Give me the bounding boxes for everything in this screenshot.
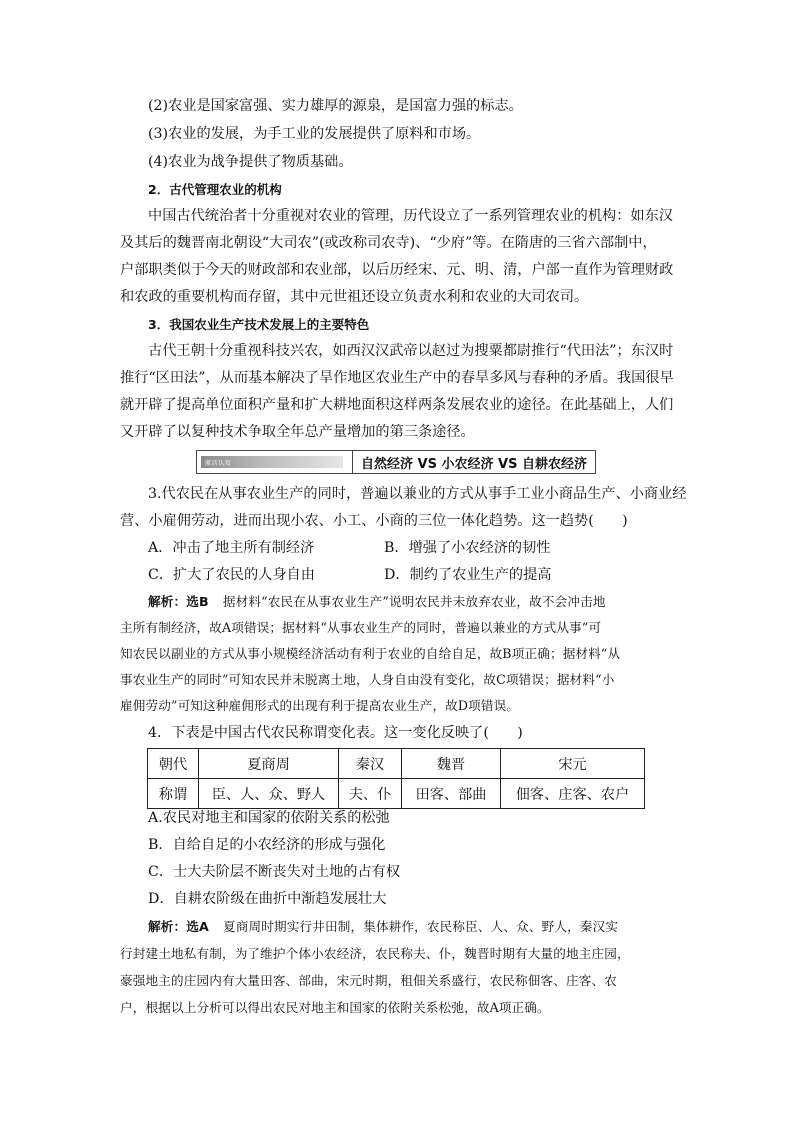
table-cell: 宋元 bbox=[501, 749, 645, 779]
q3-option-b: B．增强了小农经济的韧性 bbox=[384, 540, 551, 556]
q4-analysis-text-1: 夏商周时期实行井田制，集体耕作，农民称臣、人、众、野人，秦汉实 bbox=[223, 919, 619, 934]
section3-line-1: 古代王朝十分重视科技兴农，如西汉汉武帝以赵过为搜粟都尉推行“代田法”；东汉时 bbox=[148, 343, 674, 359]
table-header-row bbox=[148, 749, 645, 779]
section-heading-3: 3．我国农业生产技术发展上的主要特色 bbox=[148, 317, 370, 332]
section2-line-1: 中国古代统治者十分重视对农业的管理，历代设立了一系列管理农业的机构：如东汉 bbox=[148, 208, 673, 224]
q3-option-a: A．冲击了地主所有制经济 bbox=[148, 540, 315, 556]
table-cell: 朝代 bbox=[148, 749, 199, 779]
q3-stem-line-2: 营、小雇佣劳动，进而出现小农、小工、小商的三位一体化趋势。这一趋势( ) bbox=[120, 513, 628, 529]
point-3: (3)农业的发展，为手工业的发展提供了原料和市场。 bbox=[148, 126, 481, 142]
point-2: (2)农业是国家富强、实力雄厚的源泉，是国富力强的标志。 bbox=[148, 98, 523, 114]
topic-banner bbox=[196, 450, 596, 474]
q4-stem: 4．下表是中国古代农民称谓变化表。这一变化反映了( ) bbox=[148, 725, 523, 741]
q4-option-c: C．士大夫阶层不断丧失对土地的占有权 bbox=[148, 864, 401, 880]
banner-chip-text: 激活认知 bbox=[205, 459, 232, 467]
q3-analysis-line-5: 雇佣劳动”可知这种雇佣形式的出现有利于提高农业生产，故D项错误。 bbox=[120, 698, 520, 713]
q4-option-b: B．自给自足的小农经济的形成与强化 bbox=[148, 837, 386, 853]
banner-chip bbox=[201, 456, 343, 468]
q4-option-a: A.农民对地主和国家的依附关系的松弛 bbox=[148, 810, 390, 826]
table-cell: 夏商周 bbox=[199, 749, 339, 779]
table-cell: 臣、人、众、野人 bbox=[199, 779, 339, 809]
q4-analysis-line-2: 行封建土地私有制，为了维护个体小农经济，农民称夫、仆，魏晋时期有大量的地主庄园， bbox=[120, 946, 630, 961]
q3-stem-line-1: 3.代农民在从事农业生产的同时，普遍以兼业的方式从事手工业小商品生产、小商业经 bbox=[148, 486, 687, 502]
section-heading-2: 2．古代管理农业的机构 bbox=[148, 182, 282, 197]
table-cell: 佃客、庄客、农户 bbox=[501, 779, 645, 809]
q3-analysis-line-1 bbox=[148, 592, 658, 612]
q4-analysis-line-3: 豪强地主的庄园内有大量田客、部曲，宋元时期，租佃关系盛行，农民称佃客、庄客、农 bbox=[120, 973, 618, 988]
peasant-title-table bbox=[147, 748, 645, 809]
section2-line-2: 及其后的魏晋南北朝设“大司农”(或改称司农寺)、“少府”等。在隋唐的三省六部制中， bbox=[120, 235, 657, 251]
point-4: (4)农业为战争提供了物质基础。 bbox=[148, 154, 353, 170]
table-cell: 田客、部曲 bbox=[402, 779, 501, 809]
table-cell: 秦汉 bbox=[339, 749, 402, 779]
table-cell: 魏晋 bbox=[402, 749, 501, 779]
q4-analysis-tag: 解析：选A bbox=[148, 919, 209, 934]
q4-analysis-line-4: 户，根据以上分析可以得出农民对地主和国家的依附关系松弛，故A项正确。 bbox=[120, 1000, 550, 1015]
q3-option-c: C．扩大了农民的人身自由 bbox=[148, 567, 315, 583]
section2-line-3: 户部职类似于今天的财政部和农业部，以后历经宋、元、明、清，户部一直作为管理财政 bbox=[120, 262, 674, 278]
section3-line-3: 就开辟了提高单位面积产量和扩大耕地面积这样两条发展农业的途径。在此基础上，人们 bbox=[120, 397, 674, 413]
q3-analysis-line-2: 主所有制经济，故A项错误；据材料“从事农业生产的同时，普遍以兼业的方式从事”可 bbox=[120, 620, 602, 635]
banner-title: 自然经济 VS 小农经济 VS 自耕农经济 bbox=[361, 456, 587, 472]
table-cell: 夫、仆 bbox=[339, 779, 402, 809]
q3-analysis-line-3: 知农民以副业的方式从事小规模经济活动有利于农业的自给自足，故B项正确；据材料“从 bbox=[120, 646, 621, 661]
section3-line-4: 又开辟了以复种技术争取全年总产量增加的第三条途径。 bbox=[120, 424, 475, 440]
banner-label-box bbox=[197, 451, 353, 473]
table-cell: 称谓 bbox=[148, 779, 199, 809]
section2-line-4: 和农政的重要机构而存留，其中元世祖还设立负责水利和农业的大司农司。 bbox=[120, 289, 589, 305]
section3-line-2: 推行“区田法”，从而基本解决了旱作地区农业生产中的春旱多风与春种的矛盾。我国很早 bbox=[120, 370, 674, 386]
q3-option-d: D．制约了农业生产的提高 bbox=[384, 567, 552, 583]
q4-analysis-line-1 bbox=[148, 917, 658, 937]
q3-analysis-line-4: 事农业生产的同时”可知农民并未脱离土地，人身自由没有变化，故C项错误；据材料“小 bbox=[120, 672, 615, 687]
table-row bbox=[148, 779, 645, 809]
q3-analysis-text-1: 据材料“农民在从事农业生产”说明农民并未放弃农业，故不会冲击地 bbox=[222, 594, 606, 609]
q4-option-d: D．自耕农阶级在曲折中渐趋发展壮大 bbox=[148, 891, 387, 907]
q3-analysis-tag: 解析：选B bbox=[148, 594, 209, 609]
